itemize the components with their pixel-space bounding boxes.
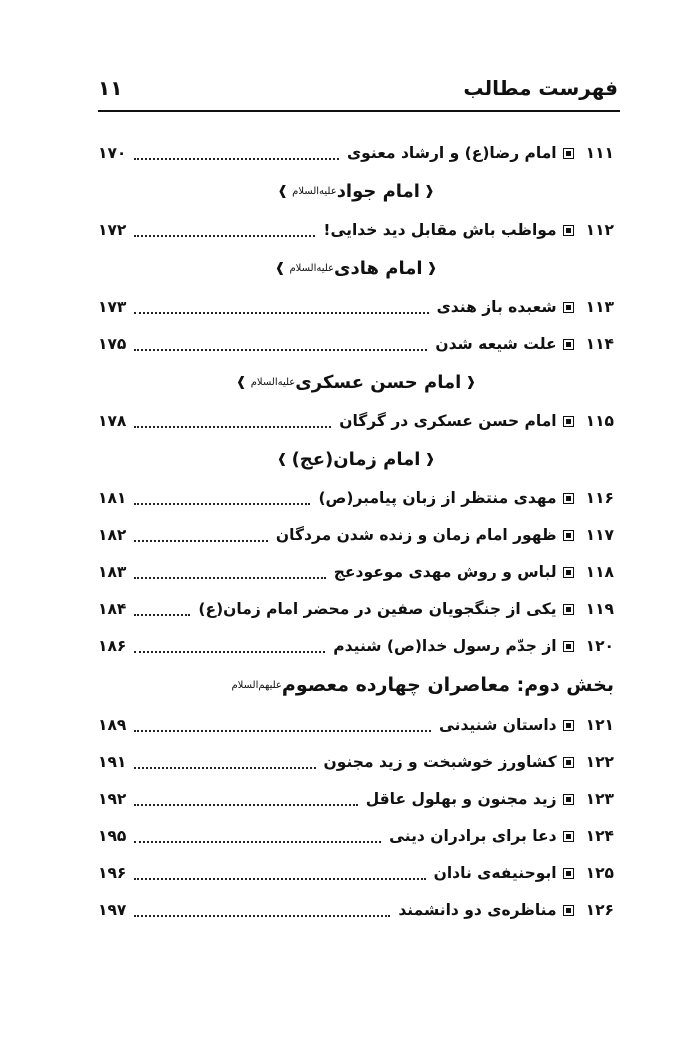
entry-title: زید مجنون و بهلول عاقل [365,789,557,808]
entry-page: ۱۷۵ [98,334,127,353]
entry-number: ۱۲۳ [585,789,614,808]
entry-page: ۱۸۳ [98,562,127,581]
entry-title: مناظره‌ی دو دانشمند [398,900,557,919]
dot-leader [134,730,431,732]
dot-leader [134,503,310,505]
honorific: علیه‌السلام [292,185,337,197]
entry-title: یکی از جنگجویان صفین در محضر امام زمان(ع) [198,599,557,618]
entry-page: ۱۹۵ [98,826,127,845]
entry-title: ظهور امام زمان و زنده شدن مردگان [275,525,557,544]
ornament-icon: ❰ [423,183,435,199]
entry-title: داستان شنیدنی [438,715,557,734]
heading-text: امام جواد [336,180,420,202]
toc-entry [98,590,614,627]
entry-number: ۱۲۵ [585,863,614,882]
square-bullet-icon [563,339,574,350]
entry-page: ۱۸۶ [98,636,127,655]
entry-page: ۱۹۱ [98,752,127,771]
entry-page: ۱۸۲ [98,525,127,544]
toc-entry [98,288,614,325]
table-of-contents [98,134,614,928]
entry-title: کشاورز خوشبخت و زید مجنون [323,752,557,771]
entry-page: ۱۷۲ [98,220,127,239]
entry-page: ۱۹۶ [98,863,127,882]
entry-number: ۱۱۲ [585,220,614,239]
entry-title: دعا برای برادران دینی [389,826,557,845]
heading-text: امام حسن عسکری [295,371,462,393]
square-bullet-icon [563,148,574,159]
toc-entry [98,553,614,590]
toc-entry [98,479,614,516]
ornament-icon: ❰ [426,260,438,276]
square-bullet-icon [563,493,574,504]
square-bullet-icon [563,225,574,236]
page-number: ۱۱ [98,76,123,100]
honorific: علیه‌السلام [250,376,296,388]
square-bullet-icon [563,641,574,652]
honorific: علیه‌السلام [289,262,335,274]
entry-page: ۱۹۷ [98,900,127,919]
dot-leader [134,349,427,351]
dot-leader [134,651,325,653]
dot-leader [134,540,268,542]
toc-entry [98,780,614,817]
dot-leader [134,235,315,237]
entry-page: ۱۸۴ [98,599,127,618]
dot-leader [134,878,425,880]
toc-entry [98,516,614,553]
entry-title: مهدی منتظر از زبان پیامبر(ص) [318,488,557,507]
dot-leader [134,915,390,917]
dot-leader [134,312,428,314]
chapter-heading [98,248,614,288]
entry-title: علت شیعه شدن [435,334,557,353]
ornament-icon: ❰ [424,451,436,467]
dot-leader [134,577,325,579]
toc-entry [98,325,614,362]
toc-entry [98,817,614,854]
dot-leader [134,426,331,428]
entry-number: ۱۱۱ [585,143,614,162]
chapter-heading [98,171,614,211]
toc-entry [98,134,614,171]
toc-entry [98,211,614,248]
entry-number: ۱۱۵ [585,411,614,430]
dot-leader [134,841,381,843]
entry-number: ۱۲۲ [585,752,614,771]
square-bullet-icon [563,831,574,842]
toc-entry [98,706,614,743]
entry-title: مواظب باش مقابل دید خدایی! [323,220,557,239]
square-bullet-icon [563,720,574,731]
toc-entry [98,402,614,439]
ornament-icon: ❱ [274,260,286,276]
square-bullet-icon [563,757,574,768]
entry-number: ۱۲۱ [585,715,614,734]
square-bullet-icon [563,868,574,879]
ornament-icon: ❱ [235,374,247,390]
square-bullet-icon [563,905,574,916]
chapter-heading [98,362,614,402]
entry-page: ۱۷۸ [98,411,127,430]
entry-title: شعبده باز هندی [436,297,557,316]
heading-text: امام زمان(عج) [291,448,421,470]
dot-leader [134,158,339,160]
toc-entry [98,891,614,928]
ornament-icon: ❰ [465,374,477,390]
entry-number: ۱۱۶ [585,488,614,507]
toc-entry [98,854,614,891]
page-header [98,76,618,106]
entry-number: ۱۲۶ [585,900,614,919]
toc-entry [98,627,614,664]
entry-number: ۱۲۴ [585,826,614,845]
entry-number: ۱۱۹ [585,599,614,618]
entry-number: ۱۱۸ [585,562,614,581]
square-bullet-icon [563,302,574,313]
honorific: علیهم‌السلام [231,679,282,691]
entry-number: ۱۱۳ [585,297,614,316]
entry-title: امام حسن عسکری در گرگان [339,411,557,430]
entry-page: ۱۸۹ [98,715,127,734]
entry-title: از جدّم رسول خدا(ص) شنیدم [333,636,557,655]
entry-page: ۱۸۱ [98,488,127,507]
entry-page: ۱۷۳ [98,297,127,316]
square-bullet-icon [563,530,574,541]
ornament-icon: ❱ [277,183,289,199]
entry-number: ۱۱۷ [585,525,614,544]
section-heading [98,664,614,706]
entry-title: امام رضا(ع) و ارشاد معنوی [346,143,557,162]
toc-entry [98,743,614,780]
entry-number: ۱۱۴ [585,334,614,353]
entry-number: ۱۲۰ [585,636,614,655]
running-title: فهرست مطالب [463,76,618,100]
entry-title: لباس و روش مهدی موعودعج [333,562,557,581]
entry-title: ابوحنیفه‌ی نادان [433,863,557,882]
entry-page: ۱۷۰ [98,143,127,162]
dot-leader [134,767,315,769]
square-bullet-icon [563,794,574,805]
dot-leader [134,614,190,616]
square-bullet-icon [563,604,574,615]
heading-text: امام هادی [334,257,423,279]
dot-leader [134,804,357,806]
header-rule [98,110,620,112]
ornament-icon: ❱ [276,451,288,467]
entry-page: ۱۹۲ [98,789,127,808]
chapter-heading [98,439,614,479]
square-bullet-icon [563,416,574,427]
square-bullet-icon [563,567,574,578]
section-text: بخش دوم: معاصران چهارده معصوم [281,674,614,696]
